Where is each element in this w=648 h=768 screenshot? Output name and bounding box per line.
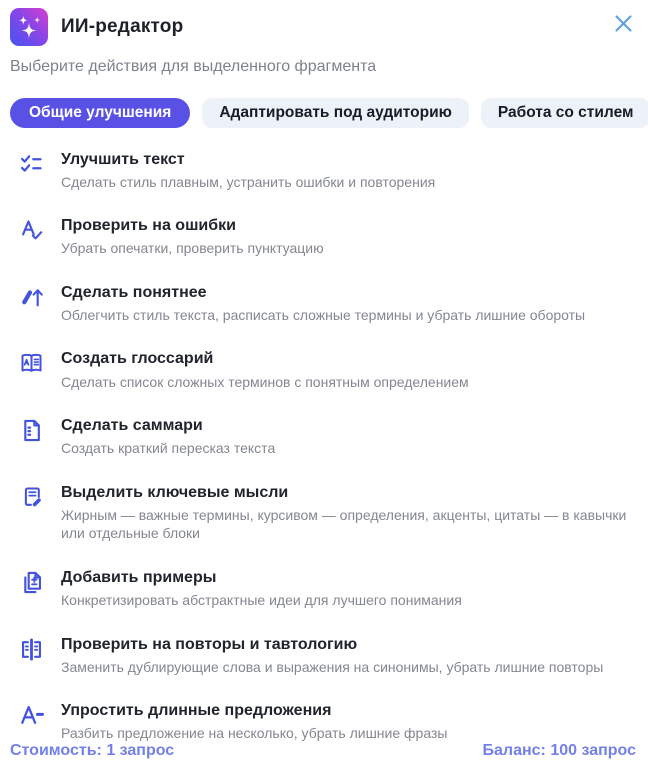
action-item-5[interactable] [18, 483, 638, 543]
add-page-icon [18, 569, 45, 596]
tab-bar [0, 76, 648, 128]
summary-document-icon [18, 417, 45, 444]
action-title: Сделать понятнее [61, 283, 207, 301]
action-description: Конкретизировать абстрактные идеи для лучшего понимания [61, 592, 462, 609]
action-title: Создать глоссарий [61, 350, 214, 368]
action-title: Проверить на повторы и тавтологию [61, 635, 358, 653]
pen-arrow-up-icon [18, 284, 45, 311]
action-item-4[interactable] [18, 416, 638, 458]
action-item-0[interactable] [18, 150, 638, 192]
balance-label: Баланс: 100 запрос [482, 742, 636, 759]
action-item-7[interactable] [18, 635, 638, 677]
spellcheck-icon [18, 217, 45, 244]
action-title: Упростить длинные предложения [61, 702, 332, 720]
action-description: Заменить дублирующие слова и выражения на синонимы, убрать лишние повторы [61, 658, 604, 675]
sparkles-logo-icon [10, 8, 48, 46]
action-description: Создать краткий пересказ текста [61, 440, 276, 457]
action-title: Проверить на ошибки [61, 217, 236, 235]
tab-1[interactable] [202, 98, 469, 128]
page-title: ИИ-редактор [61, 16, 184, 37]
tab-0[interactable] [10, 98, 190, 128]
compare-columns-icon [18, 636, 45, 663]
checklist-icon [18, 151, 45, 178]
tab-label: Работа со стилем [497, 104, 634, 121]
note-pen-icon [18, 484, 45, 511]
action-item-1[interactable] [18, 216, 638, 258]
action-item-3[interactable] [18, 349, 638, 391]
action-title: Добавить примеры [61, 568, 217, 586]
action-description: Жирным — важные термины, курсивом — определения, акценты, цитаты — в кавычки или отдельные блоки [61, 506, 627, 542]
action-description: Убрать опечатки, проверить пунктуацию [61, 240, 324, 257]
footer [10, 742, 636, 760]
action-title: Выделить ключевые мысли [61, 483, 289, 501]
action-description: Разбить предложение на несколько, убрать лишние фразы [61, 725, 448, 742]
action-list [0, 128, 648, 743]
close-icon [614, 14, 633, 33]
tab-label: Общие улучшения [29, 104, 172, 121]
letter-minus-icon [18, 702, 45, 729]
action-item-8[interactable] [18, 701, 638, 743]
tab-label: Адаптировать под аудиторию [219, 104, 452, 121]
action-item-6[interactable] [18, 568, 638, 610]
action-description: Сделать стиль плавным, устранить ошибки и повторения [61, 173, 436, 190]
close-button[interactable] [610, 10, 636, 36]
open-book-icon [18, 350, 45, 377]
action-item-2[interactable] [18, 283, 638, 325]
header [0, 0, 648, 46]
cost-label: Стоимость: 1 запрос [10, 742, 175, 759]
panel-subtitle: Выберите действия для выделенного фрагмента [10, 58, 377, 75]
action-title: Сделать саммари [61, 417, 203, 435]
action-title: Улучшить текст [61, 150, 185, 168]
action-description: Сделать список сложных терминов с понятным определением [61, 373, 469, 390]
tab-2[interactable] [481, 98, 648, 128]
action-description: Облегчить стиль текста, расписать сложные термины и убрать лишние обороты [61, 307, 586, 323]
